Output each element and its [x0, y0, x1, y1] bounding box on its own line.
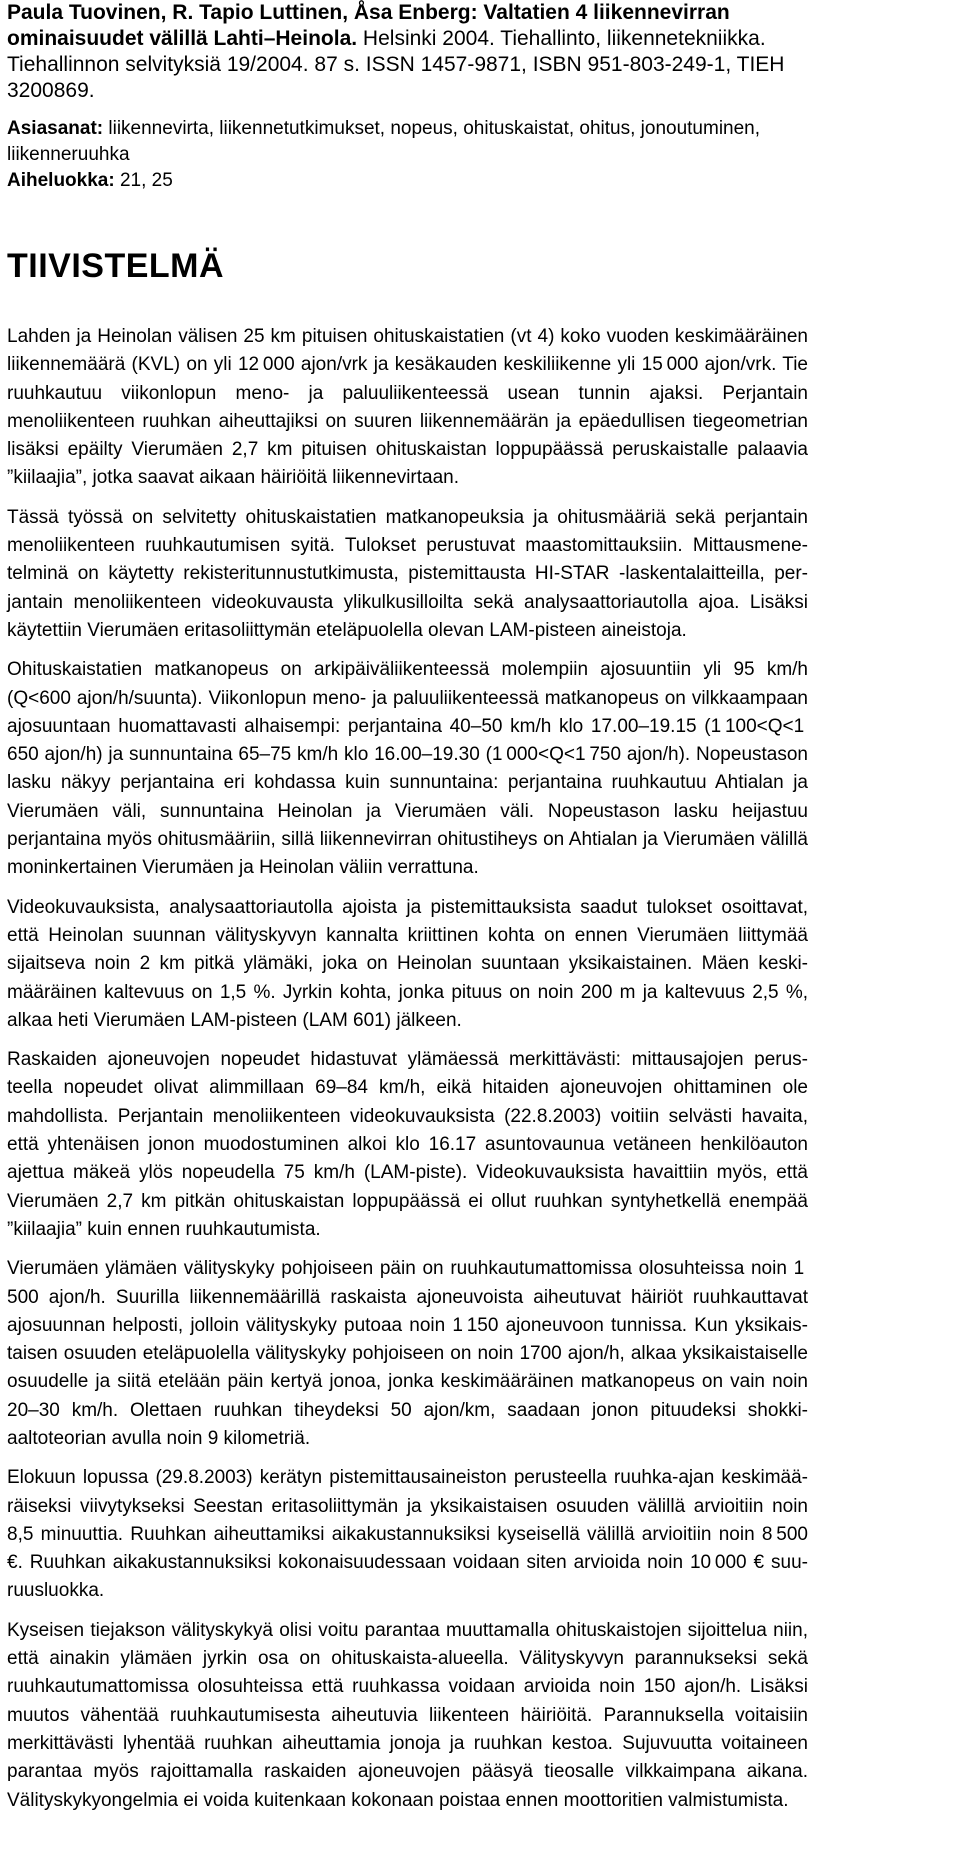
keywords-line — [7, 116, 808, 168]
abstract-paragraph: Ohituskaistatien matkanopeus on arkipäiväliikenteessä molempiin ajosuuntiin yli 95 km/h (Q<600 ajon/h/suunta). Viikonlopun meno- ja paluuliikenteessä matkanopeus on vilkkaampaan ajosuuntaan huomattavasti alhaisempi: perjantaina 40–50 km/h klo 17.00–19.15 (1 100<Q<1 650 ajon/h) ja sunnuntaina 65–75 km/h klo 16.00–19.30 (1 000<Q<1 750 ajon/h). Nopeustason lasku näkyy perjantaina eri kohdassa kuin sunnuntaina: perjantaina ruuhkautuu Ahtialan ja Vierumäen väli, sunnuntaina Heinolan ja Vierumäen väli. Nopeustason lasku heijastuu perjantaina myös ohitusmääriin, sillä liikennevirran ohitustiheys on Ahtialan ja Vierumäen välillä moninkertainen Vierumäen ja Heinolan väliin verrattuna. — [7, 659, 808, 879]
keywords-value: liikennevirta, liikennetutkimukset, nopeus, ohituskaistat, ohitus, jonoutuminen, liikenneruuhka — [7, 118, 761, 165]
abstract-paragraph: Videokuvauksista, analysaattoriautolla ajoista ja pistemittauksista saadut tulokset osoittavat, että Heinolan suunnan välityskyvyn kannalta kriittinen kohta on ennen Vierumäen liittymää sijaitseva noin 2 km pitkä ylämäki, joka on Heinolan suuntaan yksikaistainen. Mäen keskimääräinen kaltevuus on 1,5 %. Jyrkin kohta, jonka pituus on noin 200 m ja kaltevuus 2,5 %, alkaa heti Vierumäen LAM-pisteen (LAM 601) jälkeen. — [7, 896, 808, 1031]
subject-class-line — [7, 168, 808, 194]
abstract-heading: TIIVISTELMÄ — [7, 247, 225, 285]
subject-class-label: Aiheluokka: — [7, 170, 115, 191]
abstract-paragraph: Tässä työssä on selvitetty ohituskaistatien matkanopeuksia ja ohitusmääriä sekä perjantain menoliikenteen ruuhkautumisen syitä. Tulokset perustuvat maastomittauksiin. Mittausmenetelminä on käytetty rekisteritunnustutkimusta, pistemittausta HI-STAR -laskentalaitteilla, perjantain menoliikenteen videokuvausta ylikulkusilloilta sekä analysaattoriautolla ajoa. Lisäksi käytettiin Vierumäen eritasoliittymän eteläpuolella olevan LAM-pisteen aineistoja. — [7, 506, 808, 641]
metadata-block — [7, 116, 808, 194]
abstract-paragraph: Lahden ja Heinolan välisen 25 km pituisen ohituskaistatien (vt 4) koko vuoden keskimääräinen liikennemäärä (KVL) on yli 12 000 ajon/vrk ja kesäkauden keskiliikenne yli 15 000 ajon/vrk. Tie ruuhkautuu viikonlopun meno- ja paluuliikenteessä usean tunnin ajaksi. Perjantain menoliikenteen ruuhkan aiheuttajiksi on suuren liikennemäärän ja epäedullisen tiegeometrian lisäksi epäilty Vierumäen 2,7 km pituisen ohituskaistan loppupäässä peruskaistalle palaavia ”kiilaajia”, jotka saavat aikaan häiriöitä liikennevirtaan. — [7, 326, 808, 489]
abstract-paragraph: Raskaiden ajoneuvojen nopeudet hidastuvat ylämäessä merkittävästi: mittausajojen perusteella nopeudet olivat alimmillaan 69–84 km/h, eikä hitaiden ajoneuvojen ohittaminen ole mahdollista. Perjantain menoliikenteen videokuvauksista (22.8.2003) voitiin selvästi havaita, että yhtenäisen jonon muodostuminen alkoi klo 16.17 asuntovaunua vetäneen henkilöauton ajettua mäkeä ylös nopeudella 75 km/h (LAM-piste). Videokuvauksista havaittiin myös, että Vierumäen 2,7 km pitkän ohituskaistan loppupäässä ei ollut ruuhkan syntyhetkellä enempää ”kiilaajia” kuin ennen ruuhkautumista. — [7, 1049, 808, 1240]
abstract-paragraph: Vierumäen ylämäen välityskyky pohjoiseen päin on ruuhkautumattomissa olosuhteissa noin 1 500 ajon/h. Suurilla liikennemäärillä raskaista ajoneuvoista aiheutuvat häiriöt ruuhkauttavat ajosuunnan helposti, jolloin välityskyky putoaa noin 1 150 ajoneuvoon tunnissa. Kun yksikaistaisen osuuden eteläpuolella välityskyky pohjoiseen on noin 1700 ajon/h, alkaa yksikaistaiselle osuudelle ja siitä etelään päin kertyä jonoa, jonka keskimääräinen matkanopeus on vain noin 20–30 km/h. Olettaen ruuhkan tiheydeksi 50 ajon/km, saadaan jonon pituudeksi shokkiaaltoteorian avulla noin 9 kilometriä. — [7, 1258, 808, 1449]
reference-publication: Helsinki 2004. Tiehallinto, liikennetekniikka. Tiehallinnon selvityksiä 19/2004. 87 s. ISSN 1457-9871, ISBN 951-803-249-1, TIEH 3200869. — [7, 27, 785, 102]
abstract-page — [7, 0, 808, 1826]
abstract-paragraph: Elokuun lopussa (29.8.2003) kerätyn pistemittausaineiston perusteella ruuhka-ajan keskimääräiseksi viivytykseksi Seestan eritasoliittymän ja yksikaistaisen osuuden välillä arvioitiin noin 8,5 minuuttia. Ruuhkan aiheuttamiksi aikakustannuksiksi kyseisellä välillä arvioitiin noin 8 500 €. Ruuhkan aikakustannuksiksi kokonaisuudessaan voidaan siten arvioida noin 10 000 € suuruusluokka. — [7, 1467, 808, 1602]
keywords-label: Asiasanat: — [7, 118, 104, 139]
abstract-paragraph: Kyseisen tiejakson välityskykyä olisi voitu parantaa muuttamalla ohituskaistojen sijoittelua niin, että ainakin ylämäen jyrkin osa on ohituskaista-alueella. Välityskyvyn parannukseksi sekä ruuhkautumattomissa olosuhteissa että ruuhkassa voidaan arvioida noin 150 ajon/h. Lisäksi muutos vähentää ruuhkautumisesta aiheutuvia liikenteen häiriöitä. Parannuksella voitaisiin merkittävästi lyhentää ruuhkan aiheuttamia jonoja ja ruuhkan kestoa. Sujuvuutta voitaineen parantaa myös rajoittamalla raskaiden ajoneuvojen pääsyä tieosalle vilkkaimpana aikana. Välityskykyongelmia ei voida kuitenkaan kokonaan poistaa ennen moottoritien valmistumista. — [7, 1619, 808, 1811]
abstract-body — [7, 323, 808, 1815]
reference-authors-title: Paula Tuovinen, R. Tapio Luttinen, Åsa Enberg: Valtatien 4 liikennevirran ominaisuudet välillä Lahti–Heinola. — [7, 1, 730, 50]
bibliographic-reference — [7, 0, 808, 104]
subject-class-value: 21, 25 — [114, 170, 173, 191]
